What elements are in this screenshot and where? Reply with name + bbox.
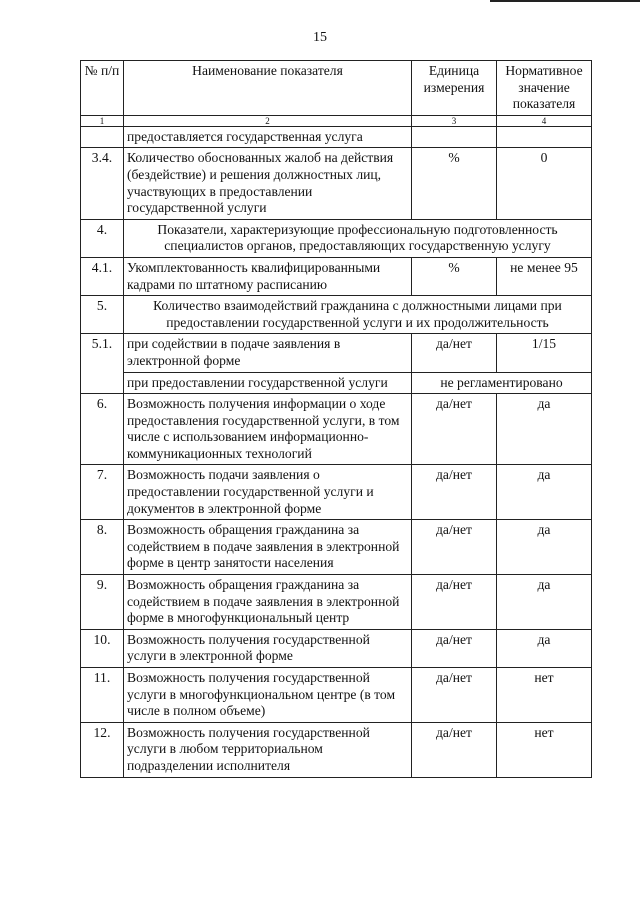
row-value: не менее 95 — [497, 257, 592, 295]
header-name: Наименование показателя — [124, 61, 412, 116]
row-number: 7. — [81, 465, 124, 520]
row-value: нет — [497, 668, 592, 723]
row-unit: % — [412, 257, 497, 295]
row-value: да — [497, 520, 592, 575]
table-row — [81, 629, 592, 667]
section-row — [81, 296, 592, 334]
row-value: да — [497, 629, 592, 667]
table-row — [81, 148, 592, 219]
row-name: Возможность получения государственной услуги в электронной форме — [124, 629, 412, 667]
header-num: № п/п — [81, 61, 124, 116]
row-unit: да/нет — [412, 668, 497, 723]
row-number: 6. — [81, 394, 124, 465]
row-unit: да/нет — [412, 334, 497, 372]
row-name: при предоставлении государственной услуги — [124, 372, 412, 394]
column-number: 1 — [81, 115, 124, 126]
section-title: Показатели, характеризующие профессиональную подготовленность специалистов органов, предоставляющих государственную услугу — [124, 219, 592, 257]
row-unit: да/нет — [412, 394, 497, 465]
row-name: Возможность подачи заявления о предоставлении государственной услуги и документов в электронной форме — [124, 465, 412, 520]
section-number: 4. — [81, 219, 124, 257]
row-value: да — [497, 465, 592, 520]
row-name: Укомплектованность квалифицированными кадрами по штатному расписанию — [124, 257, 412, 295]
row-unit: да/нет — [412, 465, 497, 520]
column-number: 4 — [497, 115, 592, 126]
row-value: да — [497, 394, 592, 465]
row-value: не регламентировано — [412, 372, 592, 394]
row-value: нет — [497, 722, 592, 777]
table-header-row — [81, 61, 592, 116]
column-number: 2 — [124, 115, 412, 126]
row-number: 4.1. — [81, 257, 124, 295]
row-unit: да/нет — [412, 629, 497, 667]
section-number: 5. — [81, 296, 124, 334]
section-title: Количество взаимодействий гражданина с должностными лицами при предоставлении государственной услуги и их продолжительность — [124, 296, 592, 334]
row-number: 8. — [81, 520, 124, 575]
table-row — [81, 257, 592, 295]
row-number: 3.4. — [81, 148, 124, 219]
header-norm: Нормативное значение показателя — [497, 61, 592, 116]
row-value: 1/15 — [497, 334, 592, 372]
row-unit: да/нет — [412, 722, 497, 777]
table-row — [81, 520, 592, 575]
row-number: 5.1. — [81, 334, 124, 394]
table-row — [81, 722, 592, 777]
row-number: 12. — [81, 722, 124, 777]
continuation-text: предоставляется государственная услуга — [124, 126, 412, 148]
row-name: Возможность получения государственной услуги в многофункциональном центре (в том числе в полном объеме) — [124, 668, 412, 723]
table-row — [81, 575, 592, 630]
row-name: Возможность обращения гражданина за содействием в подаче заявления в электронной форме в центр занятости населения — [124, 520, 412, 575]
table-row — [81, 334, 592, 372]
row-number: 9. — [81, 575, 124, 630]
page-number: 15 — [313, 30, 327, 45]
row-name: при содействии в подаче заявления в электронной форме — [124, 334, 412, 372]
row-number: 11. — [81, 668, 124, 723]
header-unit: Единица измерения — [412, 61, 497, 116]
row-name: Количество обоснованных жалоб на действия (бездействие) и решения должностных лиц, участвующих в предоставлении государственной услуги — [124, 148, 412, 219]
table-row — [81, 394, 592, 465]
row-name: Возможность получения государственной услуги в любом территориальном подразделении исполнителя — [124, 722, 412, 777]
row-name: Возможность получения информации о ходе предоставления государственной услуги, в том числе с использованием информационно-коммуникационных технологий — [124, 394, 412, 465]
row-unit: % — [412, 148, 497, 219]
table-row — [81, 126, 592, 148]
row-value: да — [497, 575, 592, 630]
table-row — [81, 668, 592, 723]
row-value: 0 — [497, 148, 592, 219]
column-number-row — [81, 115, 592, 126]
top-right-rule — [490, 0, 640, 2]
table-row — [81, 372, 592, 394]
row-unit: да/нет — [412, 520, 497, 575]
column-number: 3 — [412, 115, 497, 126]
table-row — [81, 465, 592, 520]
section-row — [81, 219, 592, 257]
row-unit: да/нет — [412, 575, 497, 630]
row-number: 10. — [81, 629, 124, 667]
row-name: Возможность обращения гражданина за содействием в подаче заявления в электронной форме в многофункциональный центр — [124, 575, 412, 630]
indicators-table — [80, 60, 592, 778]
